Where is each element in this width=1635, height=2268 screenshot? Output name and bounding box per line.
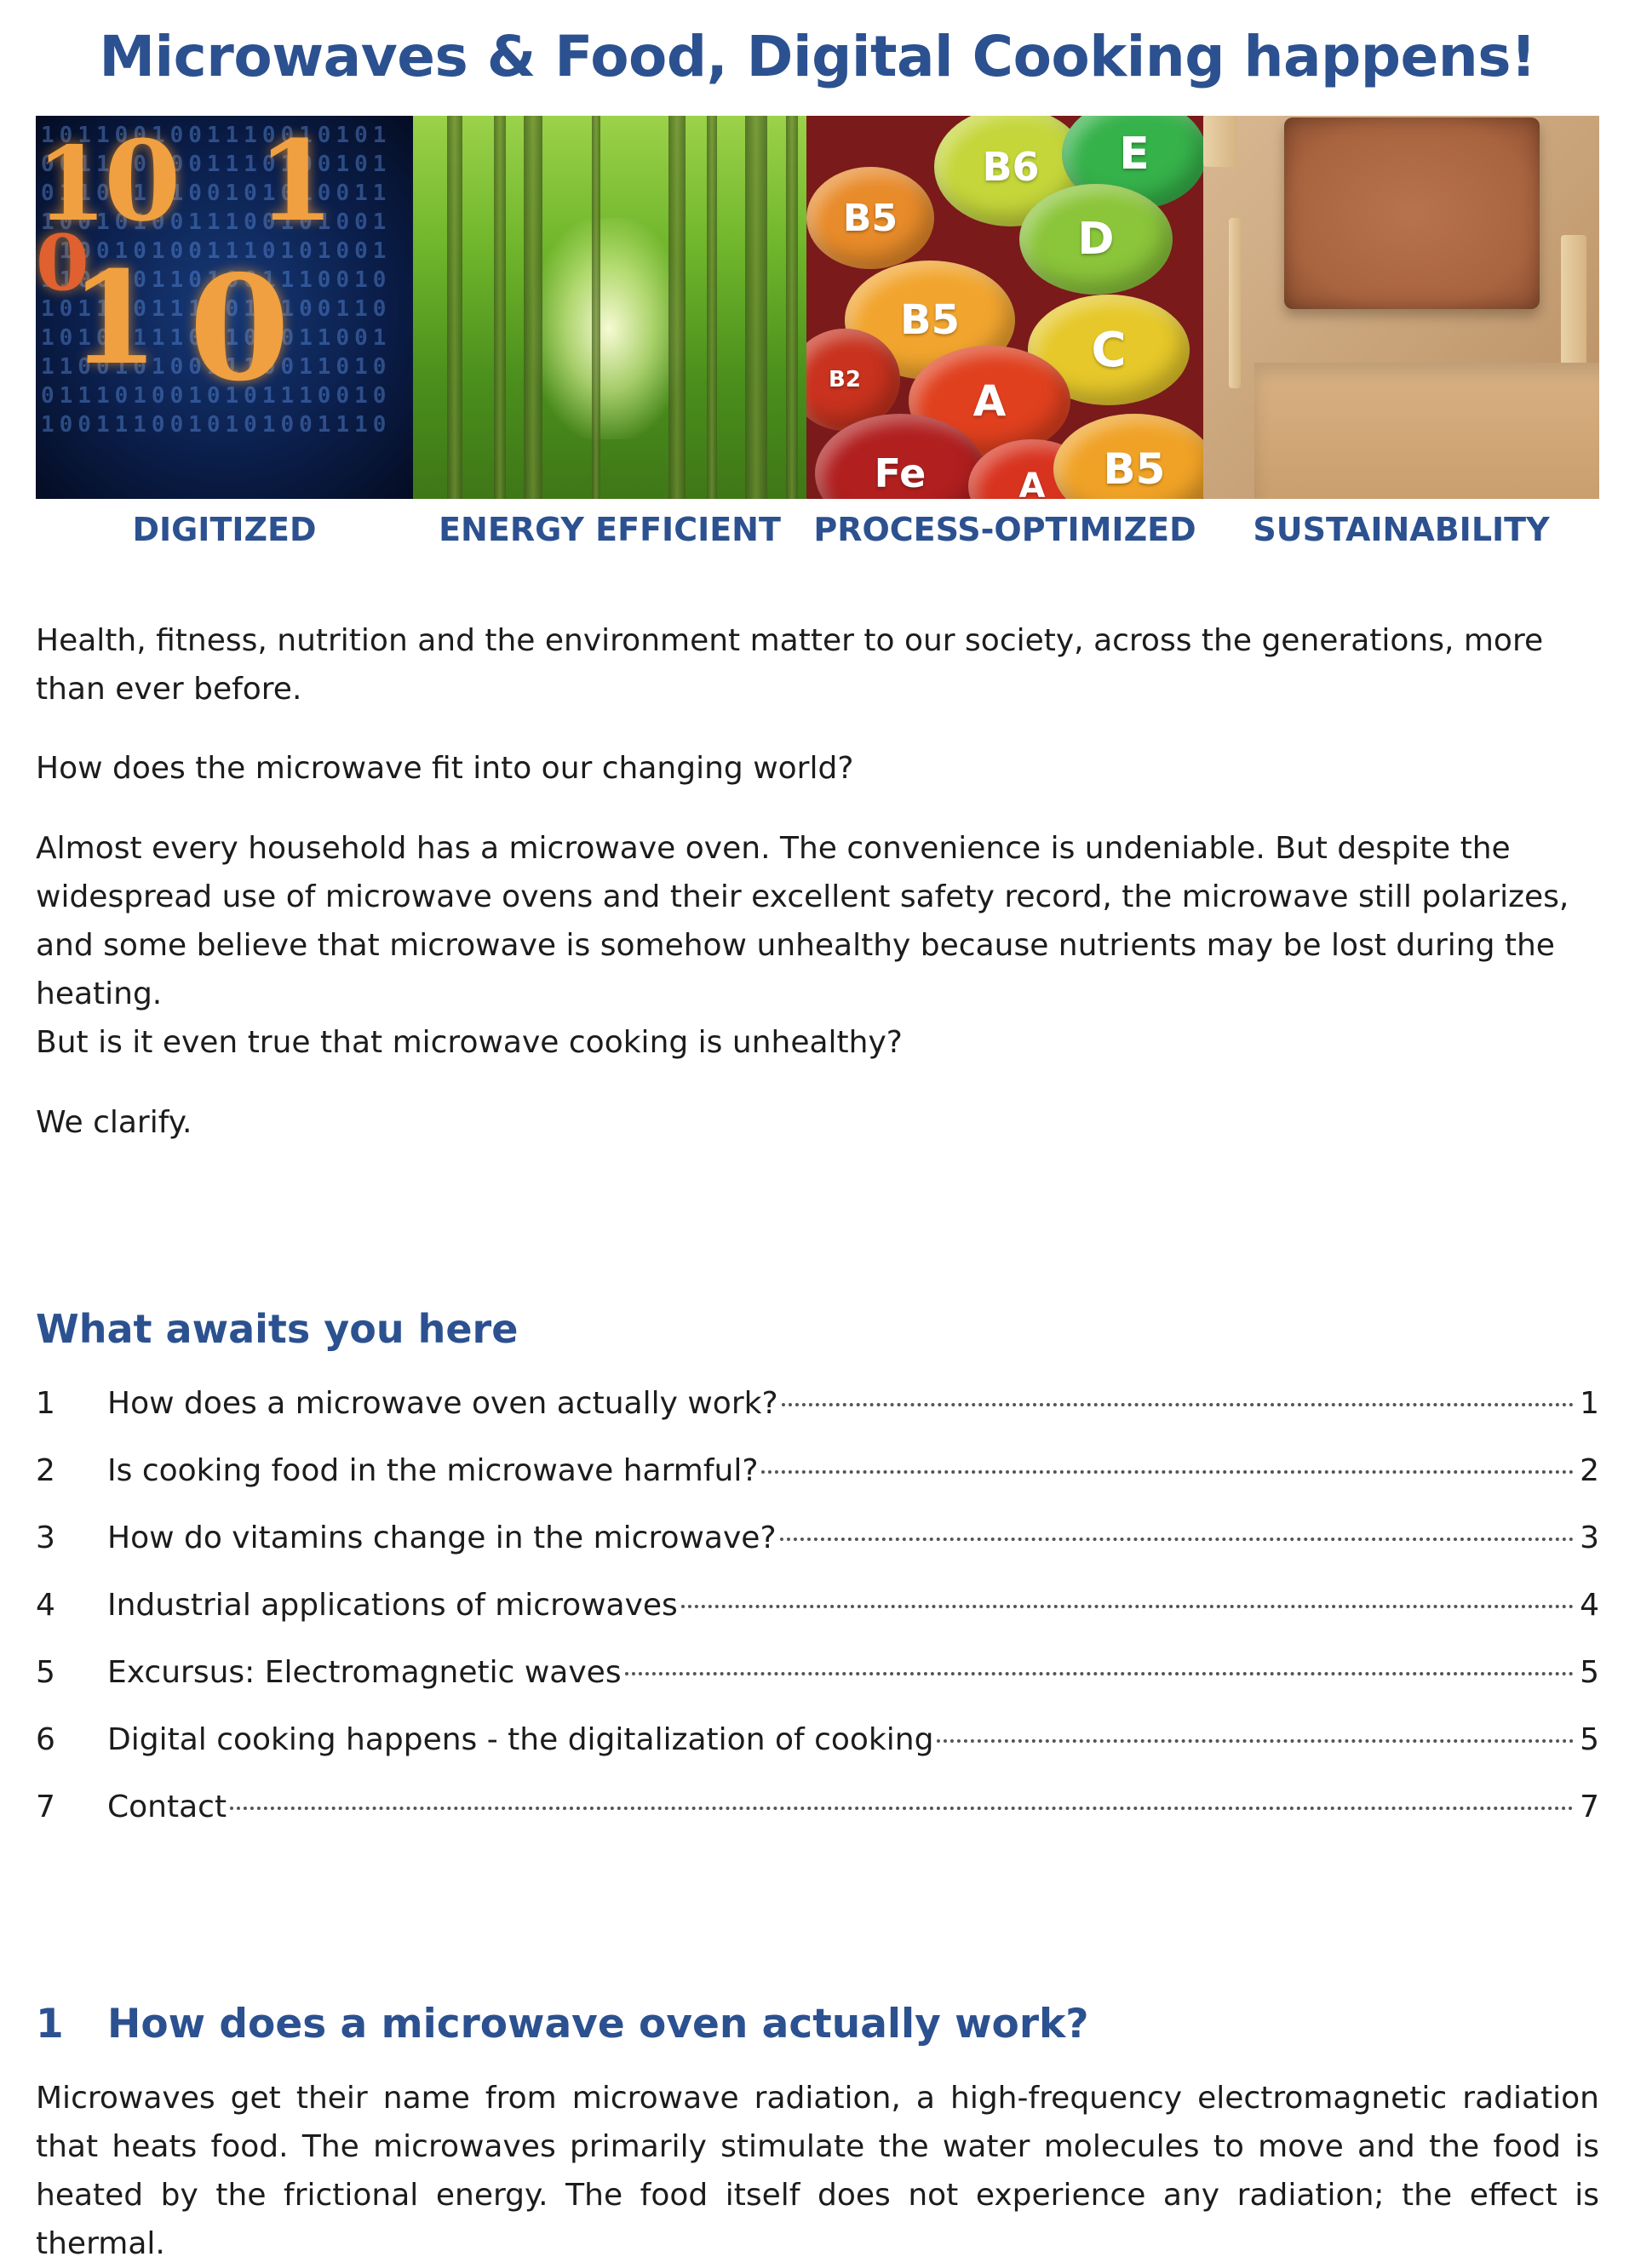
caption-energy-efficient: ENERGY EFFICIENT — [439, 511, 781, 548]
header-banner — [36, 116, 1599, 499]
caption-process-optimized: PROCESS-OPTIMIZED — [813, 511, 1196, 548]
digitized-image: 10110010011100101010011101001110100101011001110010101001110010100111001010011100101001110101001110010110100111001010110011100101001101010011100101011001110010100111001101001110100101011100101001110010101001110 1 0 1 1 0 0 — [36, 116, 413, 499]
vitamin-egg: B5 — [845, 261, 1015, 380]
vitamin-egg: Fe — [815, 414, 985, 499]
section-1-heading: 1 How does a microwave oven actually work? — [36, 2001, 1089, 2048]
toc-page-number[interactable]: 3 — [1580, 1521, 1599, 1555]
toc-leader-dots — [780, 1538, 1574, 1541]
toc-item-title[interactable]: Industrial applications of microwaves — [107, 1588, 678, 1623]
forest-image — [413, 116, 806, 499]
toc-page-number[interactable]: 5 — [1580, 1722, 1599, 1757]
vitamin-egg: B5 — [1053, 414, 1203, 499]
toc-item[interactable]: 3 How do vitamins change in the microwave? 3 — [36, 1521, 1599, 1555]
toc-item[interactable]: 5 Excursus: Electromagnetic waves 5 — [36, 1655, 1599, 1690]
intro-paragraph-1: Health, fitness, nutrition and the environment matter to our society, across the generations, more than ever before. — [36, 623, 1544, 707]
section-1-body: Microwaves get their name from microwave radiation, a high-frequency electromagnetic radiation that heats food. The microwaves primarily stimulate the water molecules to move and the food is heated by the frictional energy. The food itself does not experience any radiation; the effect is thermal. — [36, 2081, 1599, 2261]
toc-item-title[interactable]: Is cooking food in the microwave harmful? — [107, 1453, 759, 1488]
intro-paragraph-2: How does the microwave fit into our changing world? — [36, 751, 854, 786]
toc-page-number[interactable]: 2 — [1580, 1453, 1599, 1488]
toc-item[interactable]: 6 Digital cooking happens - the digitalization of cooking 5 — [36, 1722, 1599, 1757]
vitamin-egg: B5 — [806, 167, 934, 269]
vitamin-egg: A — [968, 439, 1096, 499]
caption-sustainability: SUSTAINABILITY — [1253, 511, 1550, 548]
toc-item[interactable]: 7 Contact 7 — [36, 1790, 1599, 1824]
vitamin-egg: B2 — [806, 329, 900, 431]
toc-leader-dots — [761, 1470, 1574, 1474]
vitamin-egg: C — [1028, 295, 1190, 405]
toc-page-number[interactable]: 7 — [1580, 1790, 1599, 1824]
toc-item-title[interactable]: Contact — [107, 1790, 227, 1824]
toc-page-number[interactable]: 5 — [1580, 1655, 1599, 1690]
toc-leader-dots — [782, 1403, 1574, 1406]
toc-page-number[interactable]: 4 — [1580, 1588, 1599, 1623]
vitamin-egg: D — [1019, 184, 1173, 295]
toc-leader-dots — [681, 1605, 1574, 1608]
toc-item-title[interactable]: How does a microwave oven actually work? — [107, 1386, 778, 1421]
vitamin-egg: A — [909, 346, 1070, 456]
vitamin-egg: E — [1062, 116, 1203, 209]
table-of-contents — [36, 1386, 1599, 1857]
toc-item-title[interactable]: Digital cooking happens - the digitalization of cooking — [107, 1722, 934, 1757]
toc-leader-dots — [625, 1672, 1574, 1675]
toc-page-number[interactable]: 1 — [1580, 1386, 1599, 1421]
vitamins-image — [806, 116, 1203, 499]
vitamin-egg: B6 — [934, 116, 1087, 226]
sustainability-image — [1203, 116, 1599, 499]
document-title: Microwaves & Food, Digital Cooking happens! — [99, 24, 1536, 89]
toc-item[interactable]: 1 How does a microwave oven actually work? 1 — [36, 1386, 1599, 1421]
toc-heading: What awaits you here — [36, 1306, 519, 1352]
toc-leader-dots — [937, 1739, 1574, 1743]
toc-leader-dots — [230, 1807, 1574, 1810]
toc-item-title[interactable]: How do vitamins change in the microwave? — [107, 1521, 777, 1555]
toc-item[interactable]: 4 Industrial applications of microwaves 4 — [36, 1588, 1599, 1623]
toc-item[interactable]: 2 Is cooking food in the microwave harmful? 2 — [36, 1453, 1599, 1488]
caption-digitized: DIGITIZED — [132, 511, 317, 548]
banner-captions — [36, 511, 1599, 562]
intro-paragraph-3: Almost every household has a microwave oven. The convenience is undeniable. But despite the widespread use of microwave ovens and their excellent safety record, the microwave still polarizes, and some believe that microwave is somehow unhealthy because nutrients may be lost during the heating. But is it even true that microwave cooking is unhealthy? — [36, 831, 1569, 1060]
toc-item-title[interactable]: Excursus: Electromagnetic waves — [107, 1655, 622, 1690]
intro-paragraph-4: We clarify. — [36, 1105, 192, 1140]
